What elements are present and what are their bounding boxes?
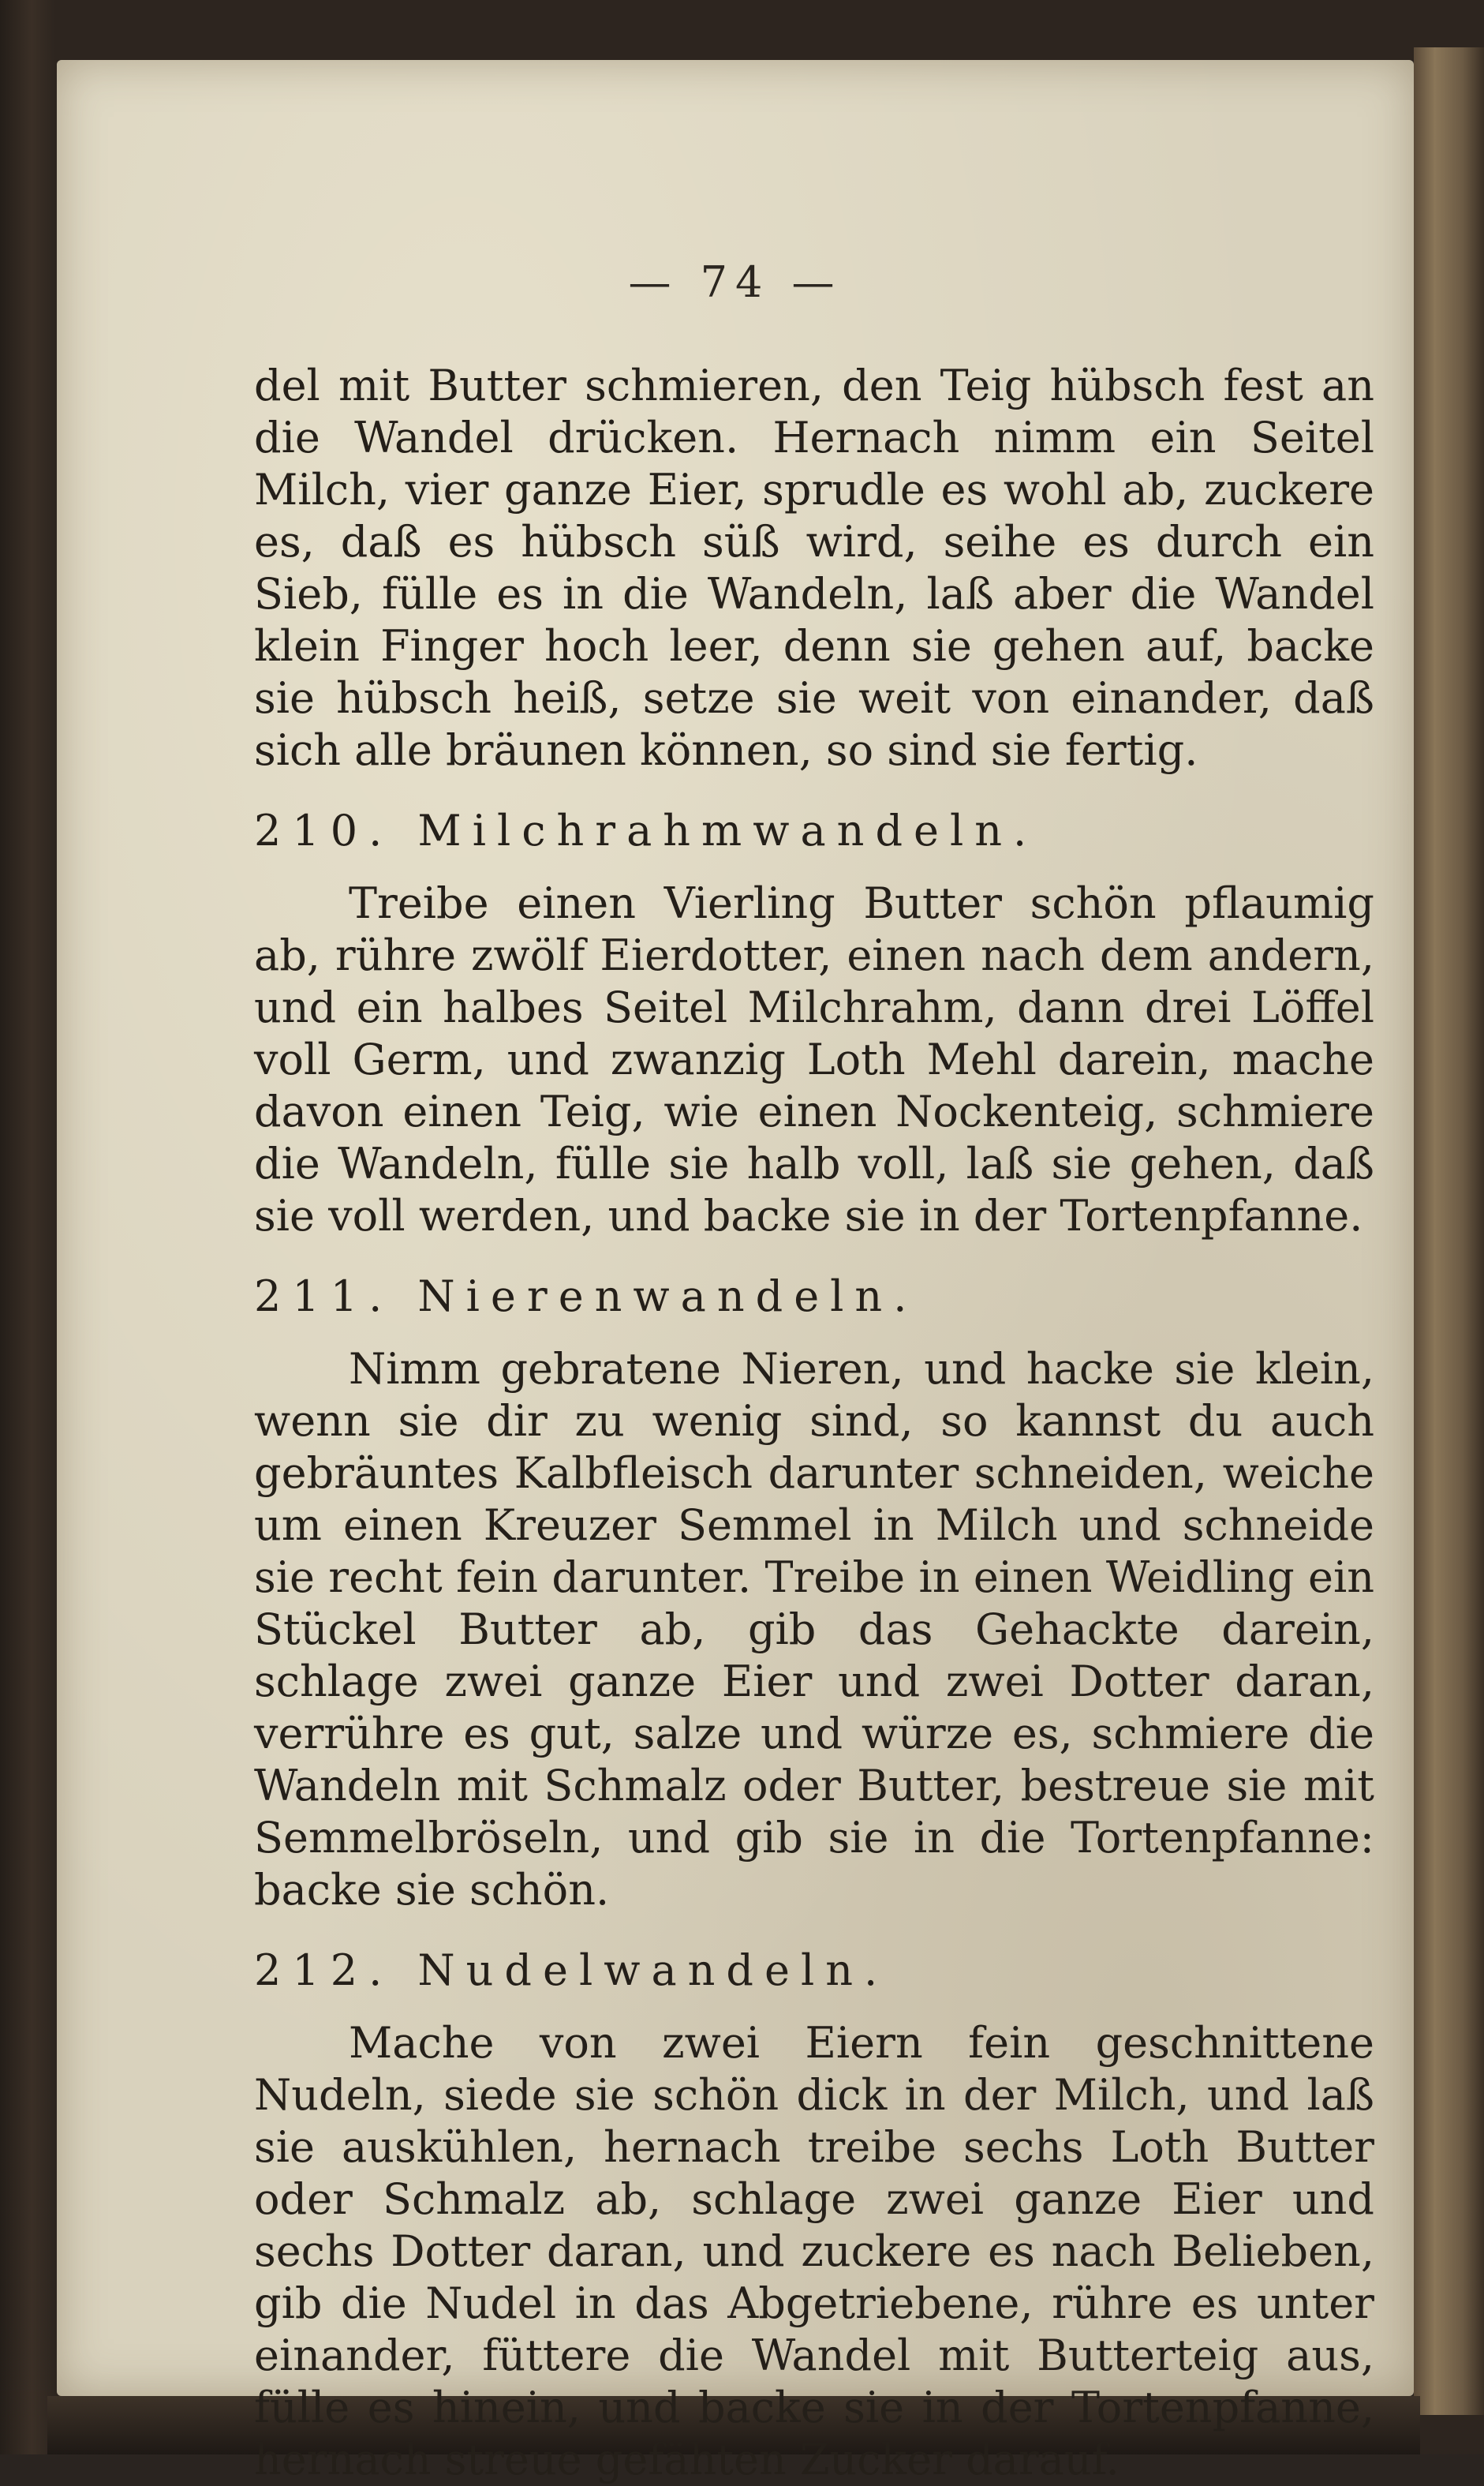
- book-page: [57, 60, 1414, 2484]
- recipe-body-210: Treibe einen Vierling Butter schön pflaumig ab, rühre zwölf Eierdotter, einen nach dem andern, und ein halbes Seitel Milchrahm, dann drei Löffel voll Germ, und zwanzig Loth Mehl darein, mache davon einen Teig, wie einen Nockenteig, schmiere die Wandeln, fülle sie halb voll, laß sie gehen, daß sie voll werden, und backe sie in der Tortenpfanne.: [254, 878, 1374, 1241]
- page-number: — 74 —: [628, 257, 843, 307]
- recipe-title-212: 212. Nudelwandeln.: [254, 1945, 889, 1995]
- recipe-title-211: 211. Nierenwandeln.: [254, 1271, 918, 1321]
- page-text: [254, 360, 1374, 2486]
- recipe-title-210: 210. Milchrahmwandeln.: [254, 806, 1038, 855]
- recipe-body-211: Nimm gebratene Nieren, und hacke sie klein, wenn sie dir zu wenig sind, so kannst du auch gebräuntes Kalbfleisch darunter schneiden, weiche um einen Kreuzer Semmel in Milch und schneide sie recht fein darunter. Treibe in einen Weidling ein Stückel Butter ab, gib das Gehackte darein, schlage zwei ganze Eier und zwei Dotter daran, verrühre es gut, salze und würze es, schmiere die Wandeln mit Schmalz oder Butter, bestreue sie mit Semmelbröseln, und gib sie in die Tortenpfanne: backe sie schön.: [254, 1344, 1374, 1915]
- recipe-body-212: Mache von zwei Eiern fein geschnittene Nudeln, siede sie schön dick in der Milch, und laß sie auskühlen, hernach treibe sechs Loth Butter oder Schmalz ab, schlage zwei ganze Eier und sechs Dotter daran, und zuckere es nach Belieben, gib die Nudel in das Abgetriebene, rühre es unter einander, füttere die Wandel mit Butterteig aus, fülle es hinein, und backe sie in der Tortenpfanne, hernach streue gefähten Zucker darauf.: [254, 2018, 1374, 2484]
- next-page-edge: [1414, 47, 1484, 2415]
- paragraph-continuation: del mit Butter schmieren, den Teig hübsch fest an die Wandel drücken. Hernach nimm ein Seitel Milch, vier ganze Eier, sprudle es wohl ab, zuckere es, daß es hübsch süß wird, seihe es durch ein Sieb, fülle es in die Wandeln, laß aber die Wandel klein Finger hoch leer, denn sie gehen auf, backe sie hübsch heiß, setze sie weit von einander, daß sich alle bräunen können, so sind sie fertig.: [254, 361, 1374, 775]
